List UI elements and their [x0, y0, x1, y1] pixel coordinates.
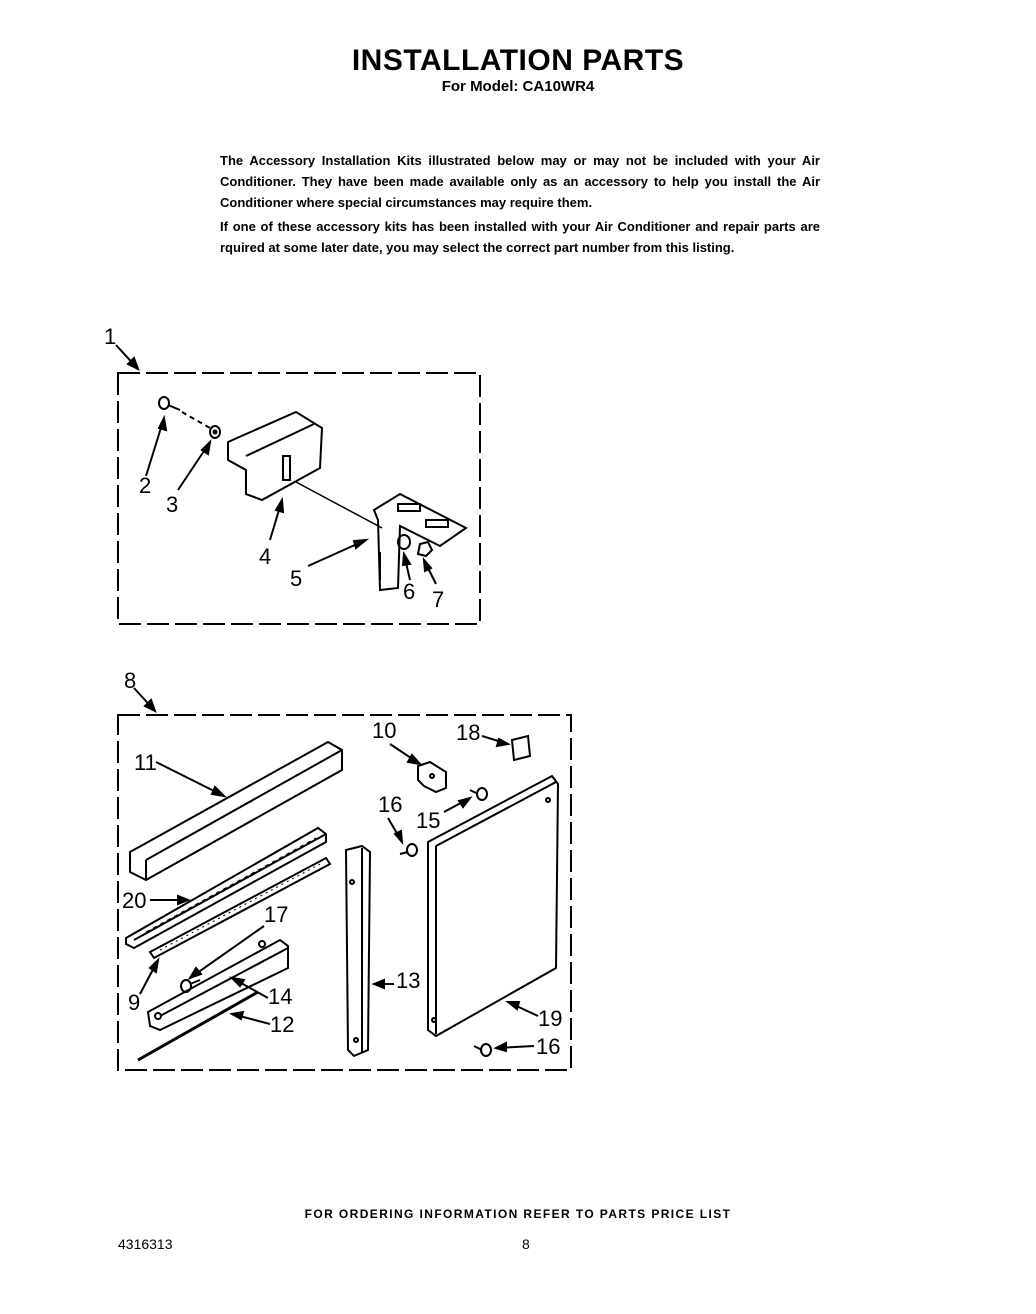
intro-paragraph-2: If one of these accessory kits has been installed with your Air Conditioner and repair parts are rquired at some later date, you may select the correct part number from this listing. [220, 219, 820, 255]
page-number: 8 [522, 1236, 530, 1252]
callout-8: 8 [124, 668, 137, 693]
callout-13: 13 [396, 968, 421, 993]
callout-7: 7 [432, 587, 445, 612]
screw-icon [474, 1044, 491, 1056]
callout-20: 20 [122, 888, 147, 913]
angle-bracket-icon [418, 762, 446, 792]
callout-10: 10 [372, 718, 397, 743]
callout-15: 15 [416, 808, 441, 833]
callout-2: 2 [139, 473, 152, 498]
side-channel-icon [346, 846, 370, 1056]
top-rail-icon [126, 828, 326, 948]
callout-5: 5 [290, 566, 303, 591]
screw-icon [159, 397, 180, 410]
support-bracket-icon [374, 494, 466, 590]
kit-1-callouts [104, 324, 444, 612]
side-panel-icon [428, 776, 558, 1036]
gasket-icon [512, 736, 530, 760]
washer-icon [210, 426, 220, 438]
callout-17: 17 [264, 902, 289, 927]
callout-14: 14 [268, 984, 293, 1009]
ordering-note: FOR ORDERING INFORMATION REFER TO PARTS PRICE LIST [304, 1207, 732, 1221]
callout-12: 12 [270, 1012, 295, 1037]
callout-19: 19 [538, 1006, 563, 1031]
callout-4: 4 [259, 544, 272, 569]
kit-2-illustration [118, 688, 571, 1070]
callout-3: 3 [166, 492, 179, 517]
rod-icon [138, 992, 258, 1060]
page-title: INSTALLATION PARTS [351, 44, 685, 77]
callout-16-bottom: 16 [536, 1034, 561, 1059]
callout-6: 6 [403, 579, 416, 604]
callout-18: 18 [456, 720, 481, 745]
screw-icon [400, 844, 417, 856]
intro-paragraph-1: The Accessory Installation Kits illustrated below may or may not be included with your Air Conditioner. They have been made available only as an accessory to help you install the Air Conditioner where special circumstances may require them. [220, 153, 820, 210]
screw-icon [470, 788, 487, 800]
bottom-channel-icon [148, 940, 288, 1030]
model-subtitle: For Model: CA10WR4 [441, 78, 595, 95]
callout-9: 9 [128, 990, 141, 1015]
angle-bracket-cover-icon [228, 412, 322, 500]
document-number: 4316313 [118, 1236, 173, 1252]
callout-11: 11 [134, 750, 157, 775]
callout-16-top: 16 [378, 792, 403, 817]
nut-icon [398, 535, 432, 556]
callout-1: 1 [104, 324, 117, 349]
wood-sill-icon [130, 742, 342, 880]
